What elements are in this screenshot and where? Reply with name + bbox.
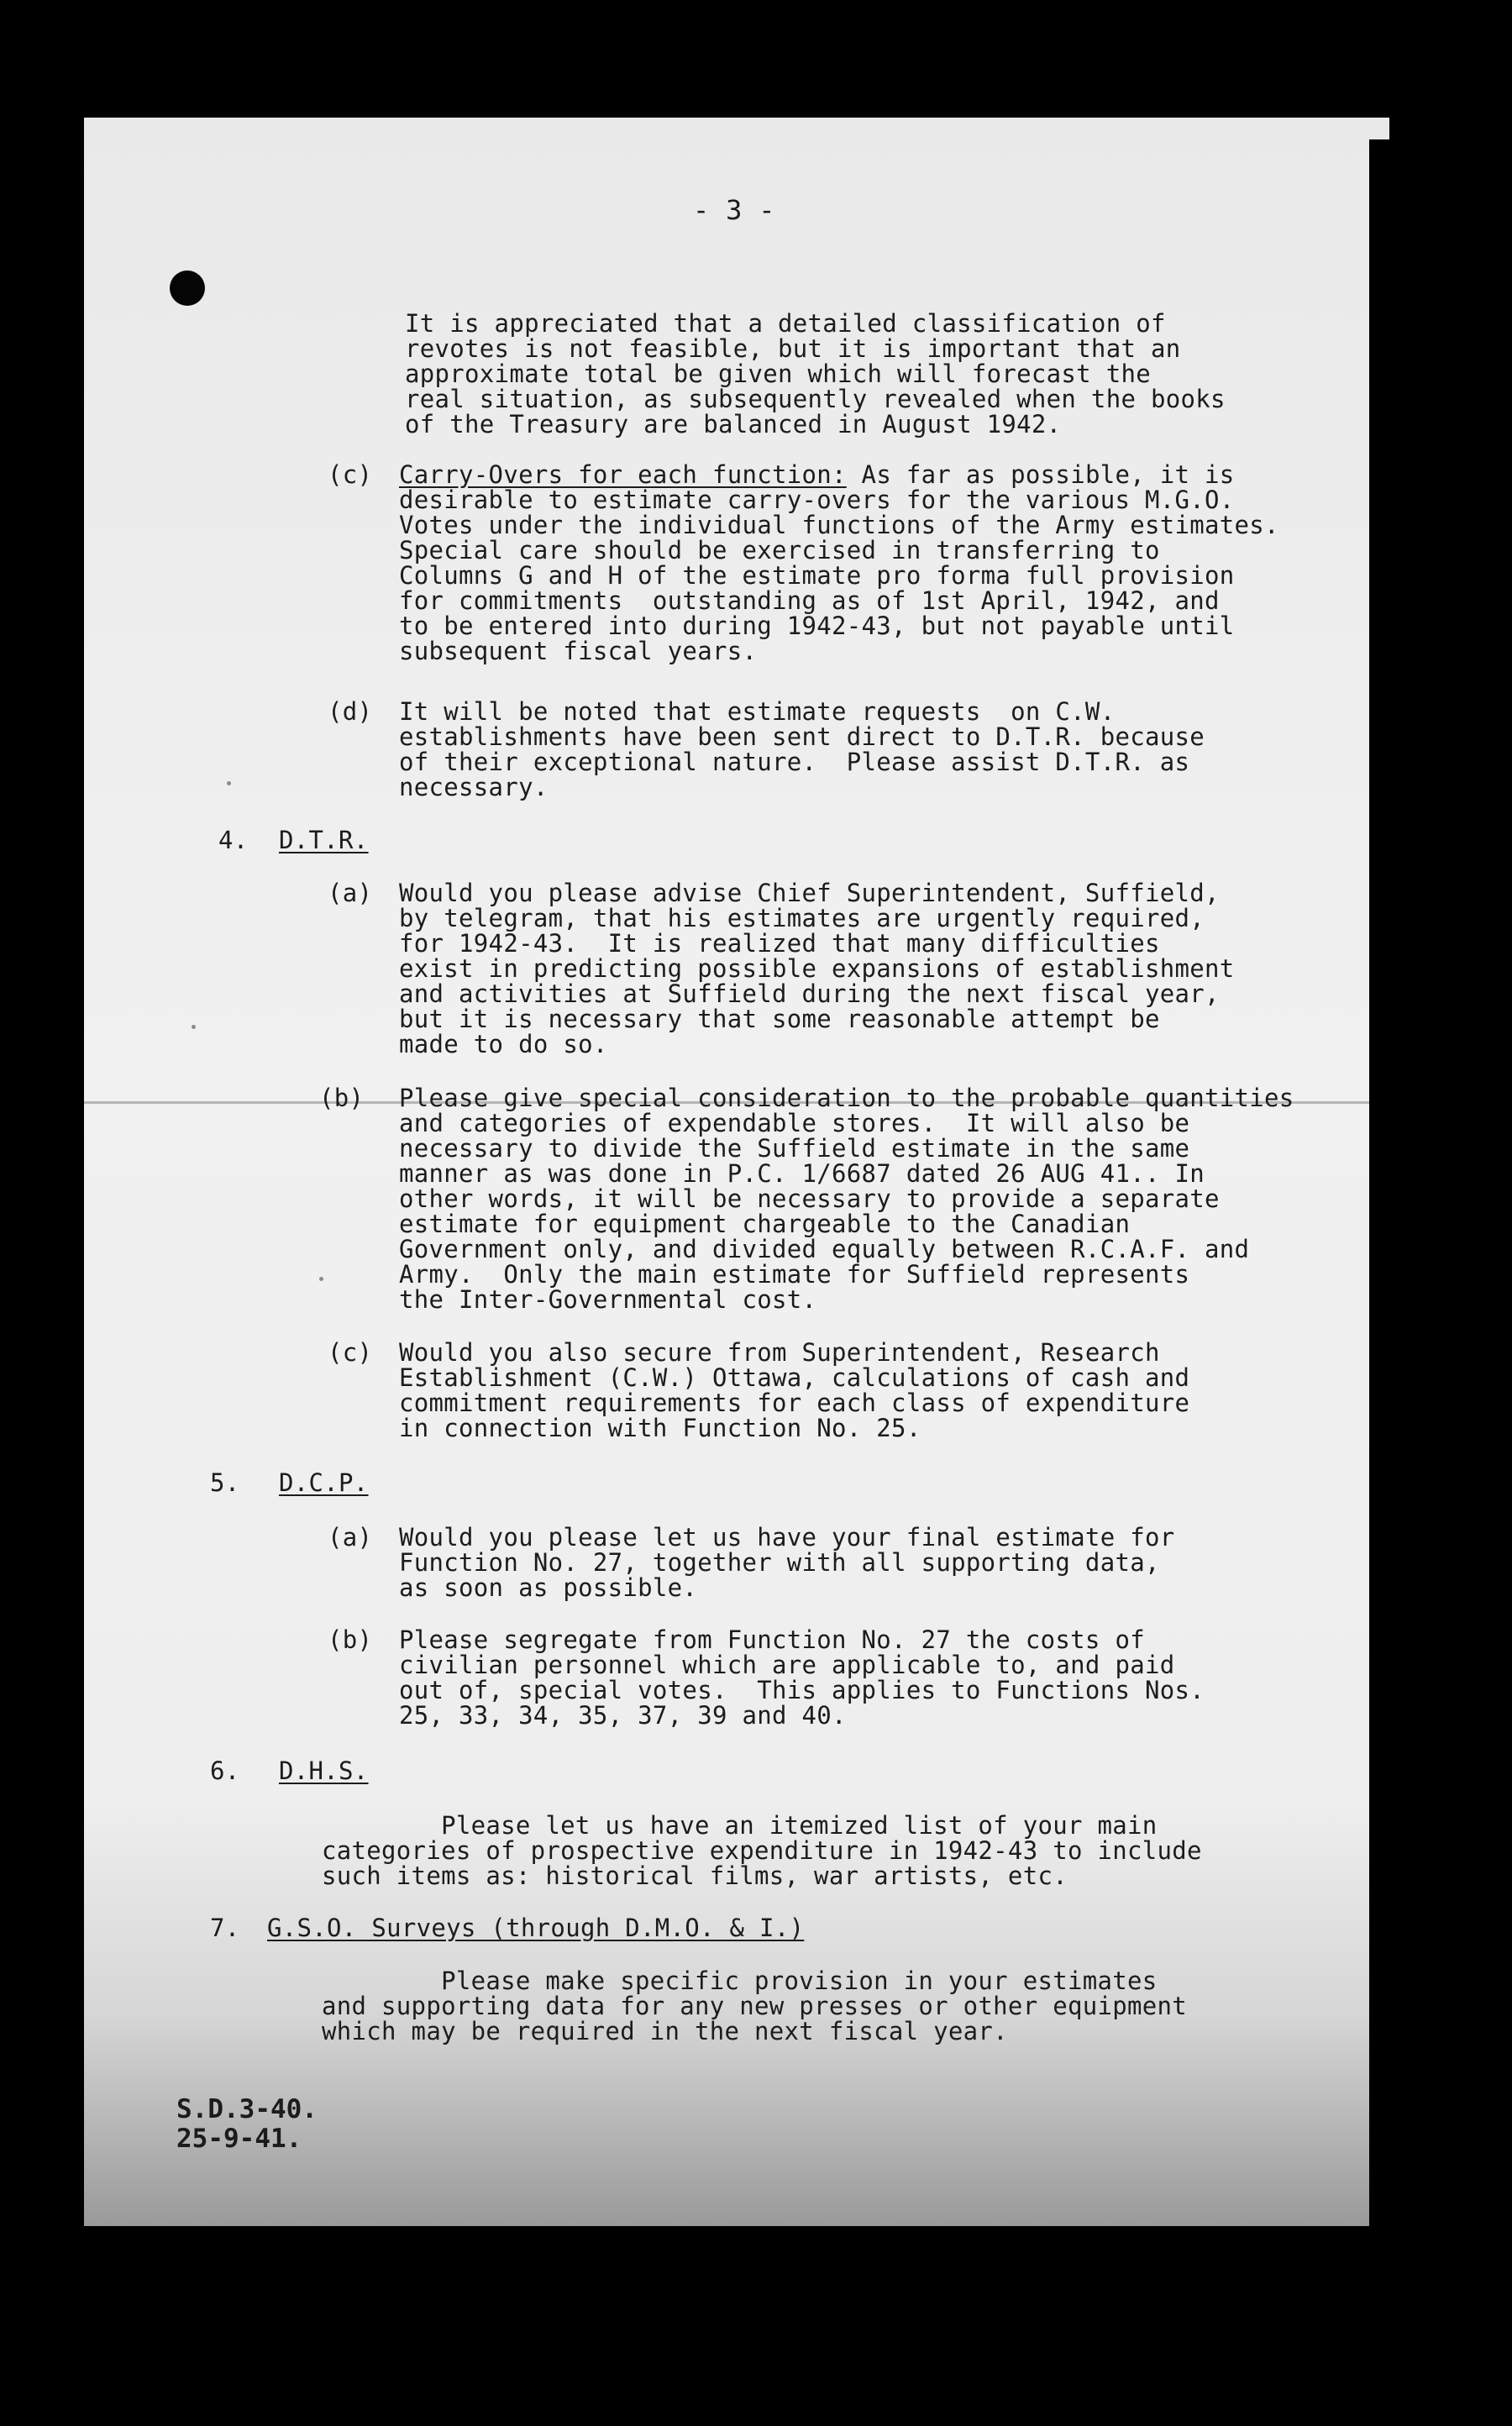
text-line: Would you also secure from Superintendent, Research [399, 1338, 1160, 1367]
section-3c-first-line [399, 462, 1235, 488]
text-line: Please make specific provision in your estimates [322, 1967, 1158, 1995]
text-line: in connection with Function No. 25. [399, 1414, 921, 1442]
item-label: (b) [319, 1084, 365, 1112]
section-heading: D.T.R. [279, 826, 369, 854]
page-corner-tab [1369, 118, 1389, 139]
text-line: Please segregate from Function No. 27 the costs of [399, 1625, 1145, 1654]
text-line: by telegram, that his estimates are urgently required, [399, 904, 1205, 932]
text-fragment: As far as possible, it is [846, 460, 1235, 489]
text-line: commitment requirements for each class of expenditure [399, 1389, 1190, 1417]
section-number: 5. [210, 1468, 240, 1497]
text-line: Special care should be exercised in transferring to [399, 536, 1160, 564]
text-line: Government only, and divided equally between R.C.A.F. and [399, 1235, 1250, 1263]
item-label: (a) [328, 1523, 373, 1552]
text-line: Columns G and H of the estimate pro forma full provision [399, 561, 1235, 590]
text-line: real situation, as subsequently revealed when the books [405, 385, 1226, 413]
text-line: and categories of expendable stores. It will also be [399, 1109, 1190, 1137]
text-line: necessary to divide the Suffield estimate in the same [399, 1134, 1190, 1163]
paper-speck [192, 1025, 196, 1029]
text-line: categories of prospective expenditure in 1942-43 to include [322, 1836, 1202, 1865]
text-line: Establishment (C.W.) Ottawa, calculations of cash and [399, 1363, 1190, 1392]
text-line: desirable to estimate carry-overs for the various M.G.O. [399, 486, 1235, 514]
document-page [84, 118, 1369, 2226]
text-line: other words, it will be necessary to provide a separate [399, 1184, 1220, 1213]
text-line: Please let us have an itemized list of your main [322, 1811, 1158, 1840]
text-line: but it is necessary that some reasonable attempt be [399, 1005, 1160, 1033]
reference-date: 25-9-41. [176, 2124, 302, 2154]
text-line: made to do so. [399, 1030, 608, 1058]
text-line: such items as: historical films, war artists, etc. [322, 1862, 1068, 1890]
item-label: (c) [328, 460, 373, 489]
text-line: subsequent fiscal years. [399, 637, 758, 665]
paper-speck [319, 1277, 323, 1281]
section-heading: D.C.P. [279, 1468, 369, 1497]
text-line: Please give special consideration to the probable quantities [399, 1084, 1294, 1112]
text-line: exist in predicting possible expansions of establishment [399, 954, 1235, 983]
file-reference: S.D.3-40. [176, 2094, 318, 2124]
text-line: Would you please let us have your final estimate for [399, 1523, 1175, 1552]
punch-hole [170, 270, 205, 306]
section-number: 7. [210, 1914, 240, 1942]
section-heading: D.H.S. [279, 1756, 369, 1785]
text-line: necessary. [399, 773, 549, 801]
text-line: approximate total be given which will forecast the [405, 360, 1151, 388]
text-line: and activities at Suffield during the next fiscal year, [399, 979, 1220, 1008]
paper-speck [227, 781, 231, 785]
text-line: for commitments outstanding as of 1st April, 1942, and [399, 586, 1220, 615]
text-line: Votes under the individual functions of the Army estimates. [399, 511, 1279, 539]
text-line: of the Treasury are balanced in August 1942. [405, 410, 1062, 438]
text-line: the Inter-Governmental cost. [399, 1285, 817, 1314]
section-heading: G.S.O. Surveys (through D.M.O. & I.) [267, 1914, 805, 1942]
text-line: and supporting data for any new presses or other equipment [322, 1992, 1188, 2020]
text-line: as soon as possible. [399, 1573, 698, 1602]
section-number: 4. [218, 826, 249, 854]
text-line: It will be noted that estimate requests on C.W. [399, 697, 1116, 726]
text-line: of their exceptional nature. Please assist D.T.R. as [399, 748, 1190, 776]
text-line: manner as was done in P.C. 1/6687 dated 26 AUG 41.. In [399, 1159, 1205, 1188]
page-number: - 3 - [693, 194, 775, 226]
text-line: revotes is not feasible, but it is important that an [405, 334, 1181, 363]
text-line: which may be required in the next fiscal year. [322, 2017, 1008, 2045]
item-label: (a) [328, 879, 373, 907]
text-line: out of, special votes. This applies to Functions Nos. [399, 1676, 1205, 1704]
text-line: It is appreciated that a detailed classification of [405, 309, 1166, 338]
text-line: estimate for equipment chargeable to the Canadian [399, 1210, 1131, 1238]
text-line: for 1942-43. It is realized that many difficulties [399, 929, 1160, 958]
text-line: to be entered into during 1942-43, but not payable until [399, 612, 1235, 640]
item-label: (d) [328, 697, 373, 726]
text-line: Function No. 27, together with all supporting data, [399, 1548, 1160, 1577]
carry-overs-heading: Carry-Overs for each function: [399, 460, 847, 489]
text-line: 25, 33, 34, 35, 37, 39 and 40. [399, 1701, 847, 1730]
text-line: civilian personnel which are applicable to, and paid [399, 1651, 1175, 1679]
item-label: (c) [328, 1338, 373, 1367]
text-line: Army. Only the main estimate for Suffield represents [399, 1260, 1190, 1289]
text-line: Would you please advise Chief Superintendent, Suffield, [399, 879, 1220, 907]
item-label: (b) [328, 1625, 373, 1654]
section-number: 6. [210, 1756, 240, 1785]
text-line: establishments have been sent direct to D.T.R. because [399, 722, 1205, 751]
